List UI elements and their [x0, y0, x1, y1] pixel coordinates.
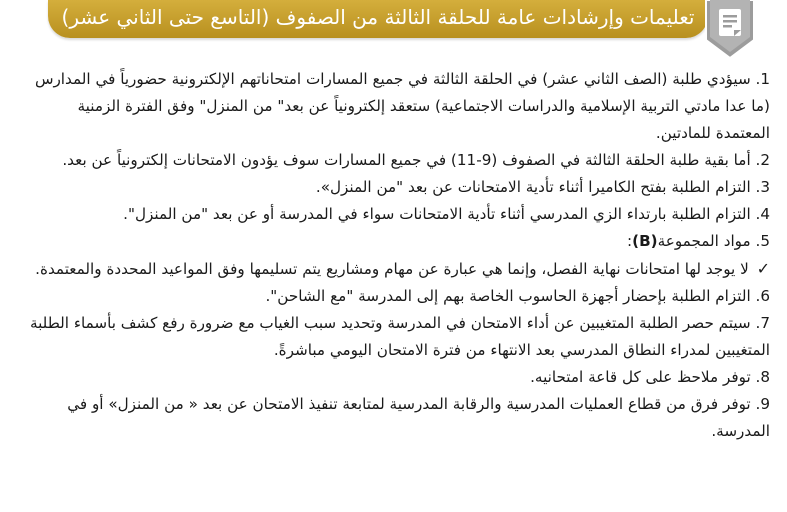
- item-number: 6.: [755, 287, 770, 305]
- list-item-4: [20, 201, 770, 228]
- list-item-6: [20, 283, 770, 310]
- item-text: توفر ملاحظ على كل قاعة امتحانيه.: [530, 368, 751, 386]
- item-text: مواد المجموعة: [657, 232, 751, 250]
- instructions-list: [20, 66, 770, 445]
- item-text: لا يوجد لها امتحانات نهاية الفصل، وإنما هي عبارة عن مهام ومشاريع يتم تسليمها وفق المواعيد المحددة والمعتمدة.: [35, 260, 749, 278]
- checkmark-icon: ✓: [756, 259, 770, 278]
- item-number: 8.: [755, 368, 770, 386]
- item-number: 7.: [755, 314, 770, 332]
- list-item-check: [20, 255, 770, 283]
- item-colon: :: [627, 232, 633, 250]
- document-icon: [700, 0, 760, 58]
- item-number: 1.: [755, 70, 770, 88]
- list-item-2: [20, 147, 770, 174]
- item-text: التزام الطلبة بإحضار أجهزة الحاسوب الخاصة بهم إلى المدرسة "مع الشاحن".: [265, 287, 751, 305]
- item-number: 4.: [755, 205, 770, 223]
- list-item-9: [20, 391, 770, 445]
- list-item-8: [20, 364, 770, 391]
- list-item-1: [20, 66, 770, 147]
- item-text: أما بقية طلبة الحلقة الثالثة في الصفوف (9-11) في جميع المسارات سوف يؤدون الامتحانات إلكترونياً عن بعد.: [62, 151, 751, 169]
- item-number: 3.: [755, 178, 770, 196]
- item-text: سيتم حصر الطلبة المتغيبين عن أداء الامتحان في المدرسة وتحديد سبب الغياب مع ضرورة رفع كشف بأسماء الطلبة المتغيبين لمدراء النطاق المدرسي بعد الانتهاء من فترة الامتحان اليومي مباشرةً.: [29, 314, 770, 359]
- item-text: سيؤدي طلبة (الصف الثاني عشر) في الحلقة الثالثة في جميع المسارات امتحاناتهم الإلكترونية حضورياً في المدارس (ما عدا مادتي التربية الإسلامية والدراسات الاجتماعية) ستعقد إلكترونياً عن بعد" من المنزل" وفق الفترة الزمنية المعتمدة للمادتين.: [34, 70, 770, 142]
- page-title: تعليمات وإرشادات عامة للحلقة الثالثة من الصفوف (التاسع حتى الثاني عشر): [61, 5, 695, 29]
- header-banner: [48, 0, 708, 38]
- list-item-5: [20, 228, 770, 255]
- item-number: 2.: [755, 151, 770, 169]
- group-label: (B): [632, 232, 658, 250]
- item-text: التزام الطلبة بفتح الكاميرا أثناء تأدية الامتحانات عن بعد "من المنزل».: [315, 178, 751, 196]
- item-text: التزام الطلبة بارتداء الزي المدرسي أثناء تأدية الامتحانات سواء في المدرسة أو عن بعد "من المنزل".: [123, 205, 751, 223]
- item-number: 5.: [755, 232, 770, 250]
- list-item-3: [20, 174, 770, 201]
- list-item-7: [20, 310, 770, 364]
- item-number: 9.: [755, 395, 770, 413]
- item-text: توفر فرق من قطاع العمليات المدرسية والرقابة المدرسية لمتابعة تنفيذ الامتحان عن بعد « من المنزل» أو في المدرسة.: [67, 395, 770, 440]
